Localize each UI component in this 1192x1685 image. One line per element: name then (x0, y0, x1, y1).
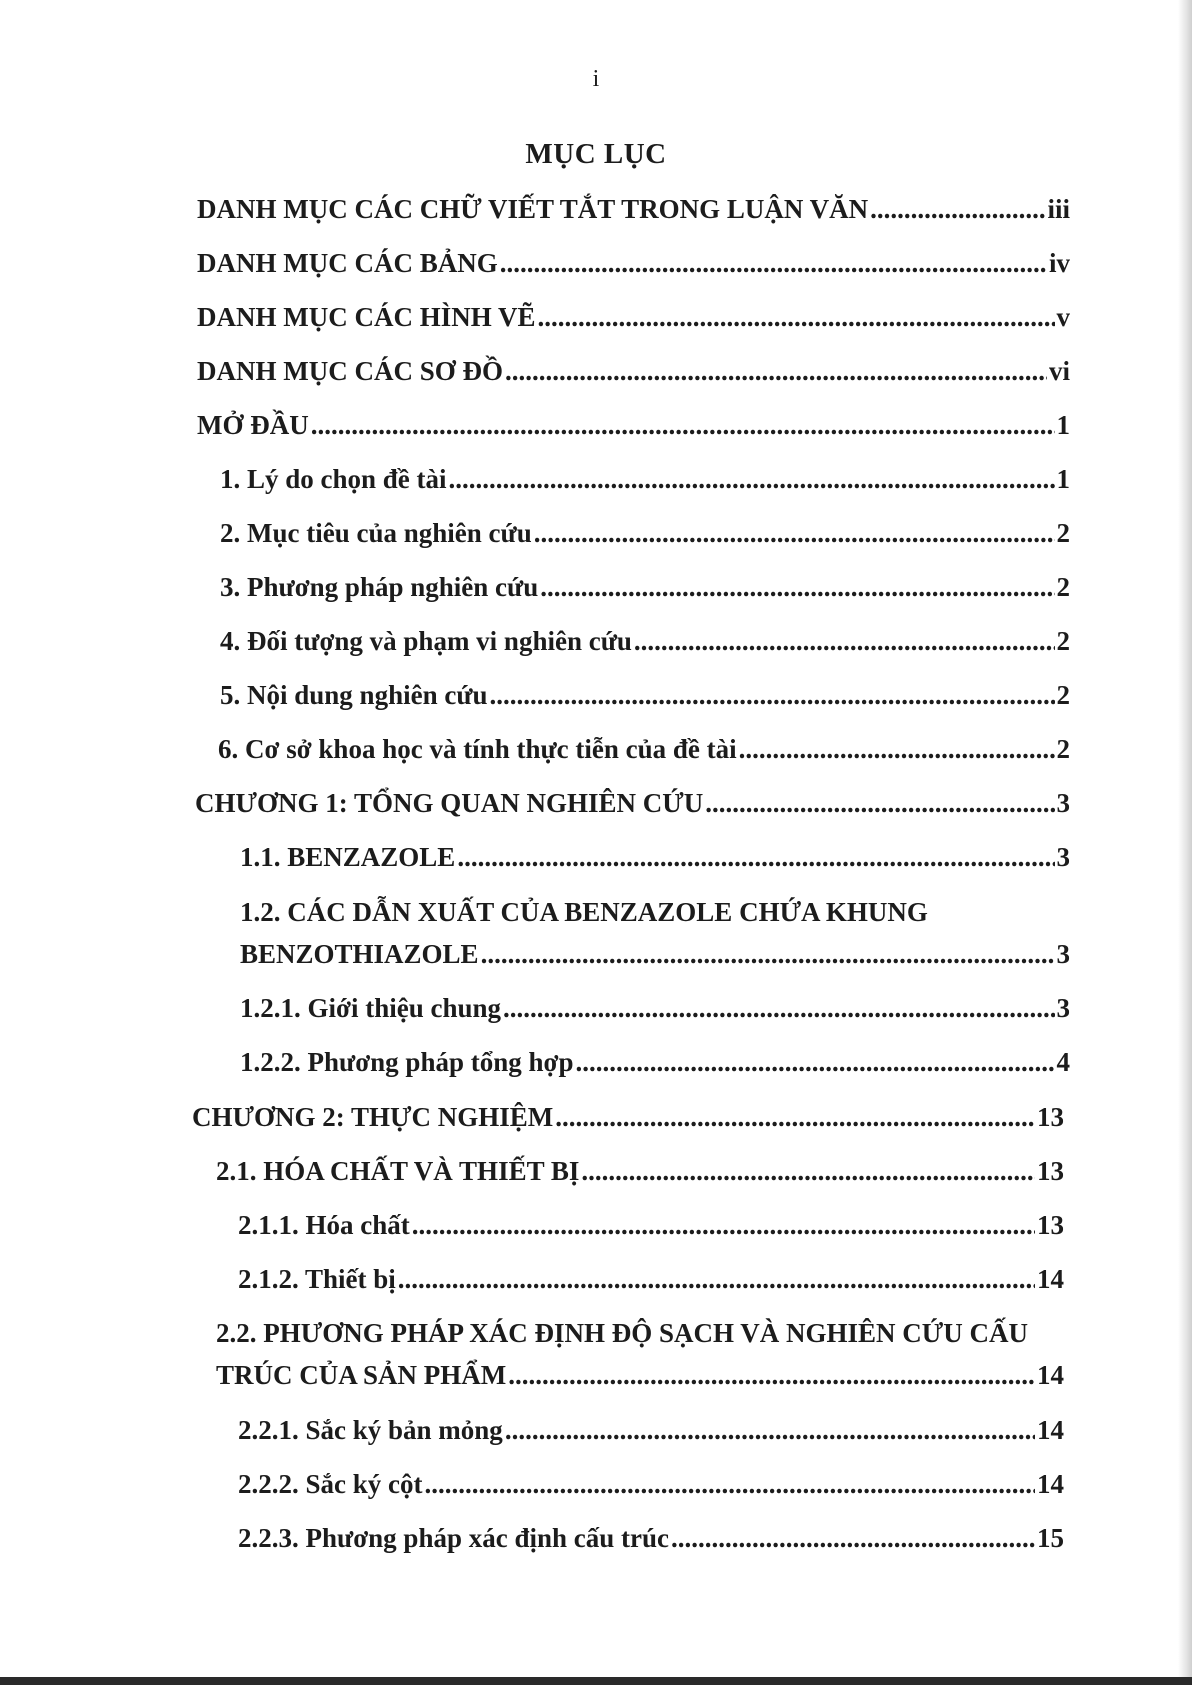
toc-entry-title: 2.2.3. Phương pháp xác định cấu trúc (238, 1523, 669, 1553)
leader-dots (534, 516, 1055, 550)
toc-entry-page: 2 (1056, 734, 1070, 764)
toc-entry-title-line1: 2.2. PHƯƠNG PHÁP XÁC ĐỊNH ĐỘ SẠCH VÀ NGHIÊN CỨU CẤU (216, 1318, 1029, 1348)
toc-entry-page: 2 (1056, 572, 1070, 602)
toc-entry-title: 2.1.1. Hóa chất (238, 1210, 410, 1240)
toc-entry[interactable] (238, 1208, 1064, 1242)
toc-entry-page: 13 (1037, 1210, 1064, 1240)
scan-bottom-edge (0, 1677, 1192, 1685)
toc-entry[interactable] (218, 732, 1070, 766)
toc-entry-page: iii (1047, 194, 1070, 224)
toc-entry-title: 4. Đối tượng và phạm vi nghiên cứu (220, 626, 632, 656)
toc-entry-page: 2 (1056, 518, 1070, 548)
toc-entry-page: 3 (1056, 939, 1070, 969)
toc-entry-page: 3 (1056, 842, 1070, 872)
scan-edge-shadow (1178, 0, 1192, 1685)
toc-entry[interactable] (238, 1467, 1064, 1501)
toc-entry-title: 1. Lý do chọn đề tài (220, 464, 447, 494)
toc-entry-page: 13 (1037, 1102, 1064, 1132)
leader-dots (503, 991, 1055, 1025)
leader-dots (575, 1045, 1054, 1079)
leader-dots (540, 570, 1054, 604)
toc-entry[interactable] (216, 1358, 1064, 1392)
toc-entry-title: 3. Phương pháp nghiên cứu (220, 572, 539, 602)
toc-entry-page: 14 (1037, 1360, 1064, 1390)
toc-entry-title: MỞ ĐẦU (197, 410, 309, 440)
leader-dots (538, 300, 1055, 334)
leader-dots (705, 786, 1054, 820)
toc-entry-title: 2.2.1. Sắc ký bản mỏng (238, 1415, 503, 1445)
leader-dots (505, 354, 1047, 388)
toc-entry-title: 2. Mục tiêu của nghiên cứu (220, 518, 532, 548)
leader-dots (481, 937, 1055, 971)
leader-dots (490, 678, 1055, 712)
toc-entry-page: 3 (1056, 993, 1070, 1023)
toc-entry-title: DANH MỤC CÁC SƠ ĐỒ (197, 356, 503, 386)
toc-entry[interactable] (220, 462, 1070, 496)
toc-entry[interactable] (197, 300, 1070, 334)
toc-entry-page: 1 (1056, 464, 1070, 494)
leader-dots (739, 732, 1055, 766)
toc-entry-page: 2 (1056, 626, 1070, 656)
toc-entry[interactable] (220, 516, 1070, 550)
toc-entry[interactable] (220, 570, 1070, 604)
toc-entry[interactable] (197, 354, 1070, 388)
toc-entry[interactable] (240, 840, 1070, 874)
leader-dots (500, 246, 1047, 280)
leader-dots (555, 1100, 1035, 1134)
toc-entry-page: 1 (1056, 410, 1070, 440)
leader-dots (425, 1467, 1036, 1501)
toc-entry-page: vi (1048, 356, 1070, 386)
toc-entry-page: 3 (1056, 788, 1070, 818)
toc-entry-title: DANH MỤC CÁC CHỮ VIẾT TẮT TRONG LUẬN VĂN (197, 194, 869, 224)
toc-entry[interactable] (195, 786, 1070, 820)
leader-dots (634, 624, 1055, 658)
page-number: i (592, 66, 600, 92)
leader-dots (311, 408, 1055, 442)
toc-entry-title: 6. Cơ sở khoa học và tính thực tiễn của đề tài (218, 734, 737, 764)
toc-entry-page: 14 (1037, 1469, 1064, 1499)
toc-entry-page: 15 (1037, 1523, 1064, 1553)
toc-entry-title: CHƯƠNG 2: THỰC NGHIỆM (192, 1102, 554, 1132)
toc-entry-title: 2.2.2. Sắc ký cột (238, 1469, 423, 1499)
toc-entry-title: 1.2.2. Phương pháp tổng hợp (240, 1047, 574, 1077)
toc-entry-page: v (1056, 302, 1070, 332)
toc-entry-title: 1.2.1. Giới thiệu chung (240, 993, 501, 1023)
toc-entry-title: TRÚC CỦA SẢN PHẨM (216, 1360, 507, 1390)
toc-entry-title: BENZOTHIAZOLE (240, 939, 479, 969)
toc-entry[interactable] (197, 246, 1070, 280)
toc-entry-title: DANH MỤC CÁC HÌNH VẼ (197, 302, 536, 332)
toc-entry[interactable] (216, 1154, 1064, 1188)
toc-entry-page: 4 (1056, 1047, 1070, 1077)
toc-entry-page: 14 (1037, 1264, 1064, 1294)
toc-entry[interactable] (220, 678, 1070, 712)
toc-entry[interactable] (240, 1045, 1070, 1079)
leader-dots (457, 840, 1054, 874)
toc-entry[interactable] (197, 408, 1070, 442)
leader-dots (505, 1413, 1035, 1447)
leader-dots (671, 1521, 1035, 1555)
toc-entry-title: CHƯƠNG 1: TỔNG QUAN NGHIÊN CỨU (195, 788, 704, 818)
toc-entry-title: 2.1. HÓA CHẤT VÀ THIẾT BỊ (216, 1156, 580, 1186)
toc-entry[interactable] (238, 1262, 1064, 1296)
toc-entry-page: iv (1048, 248, 1070, 278)
toc-entry[interactable] (220, 624, 1070, 658)
toc-entry[interactable] (192, 1100, 1064, 1134)
toc-entry[interactable] (240, 937, 1070, 971)
toc-entry[interactable] (197, 192, 1070, 226)
toc-entry[interactable] (238, 1521, 1064, 1555)
leader-dots (870, 192, 1045, 226)
toc-entry-page: 13 (1037, 1156, 1064, 1186)
toc-entry-title: 5. Nội dung nghiên cứu (220, 680, 488, 710)
leader-dots (449, 462, 1055, 496)
toc-entry-title: 2.1.2. Thiết bị (238, 1264, 396, 1294)
leader-dots (508, 1358, 1035, 1392)
toc-entry[interactable] (238, 1413, 1064, 1447)
toc-entry[interactable] (240, 991, 1070, 1025)
toc-entry-title: DANH MỤC CÁC BẢNG (197, 248, 498, 278)
toc-entry-title-line1: 1.2. CÁC DẪN XUẤT CỦA BENZAZOLE CHỨA KHUNG (240, 897, 928, 927)
toc-entry-page: 2 (1056, 680, 1070, 710)
leader-dots (398, 1262, 1035, 1296)
toc-entry-page: 14 (1037, 1415, 1064, 1445)
leader-dots (581, 1154, 1035, 1188)
leader-dots (412, 1208, 1035, 1242)
toc-entry-title: 1.1. BENZAZOLE (240, 842, 456, 872)
toc-heading: MỤC LỤC (525, 138, 667, 170)
